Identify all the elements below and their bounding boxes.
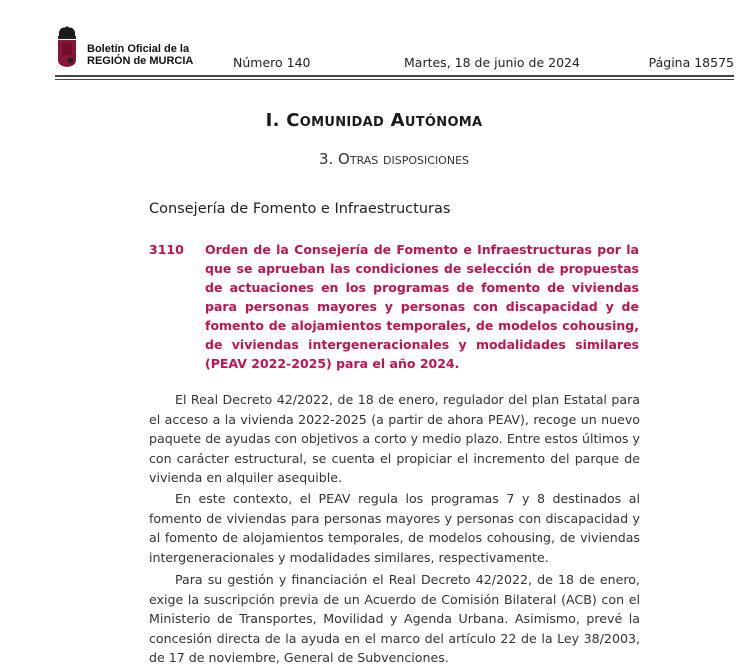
body-paragraph bbox=[149, 570, 640, 668]
order-code: 3110 bbox=[149, 242, 184, 257]
body-paragraph bbox=[149, 489, 640, 567]
section-subtitle: 3. Otras disposiciones bbox=[318, 150, 470, 168]
body-paragraph bbox=[149, 390, 640, 488]
header-rule-bottom bbox=[55, 79, 734, 80]
brand bbox=[87, 43, 193, 67]
section-title: I. Comunidad Autónoma bbox=[265, 110, 483, 131]
paragraph-text: En este contexto, el PEAV regula los programas 7 y 8 destinados al fomento de viviendas para personas mayores y personas con discapacidad y al fomento de alojamientos temporales, de modelos cohousing, de viviendas intergeneracionales y modalidades similares, respectivamente. bbox=[149, 491, 640, 565]
header-rule-top bbox=[55, 75, 734, 77]
department-name: Consejería de Fomento e Infraestructuras bbox=[149, 201, 451, 217]
brand-line1: Boletín Oficial de la bbox=[87, 43, 190, 55]
page-number: Página 18575 bbox=[648, 55, 734, 70]
order-title: Orden de la Consejería de Fomento e Infraestructuras por la que se aprueban las condiciones de selección de propuestas de actuaciones en los programas de fomento de viviendas para personas mayores y personas con discapacidad y de fomento de alojamientos temporales, de modelos cohousing, de viviendas intergeneracionales y modalidades similares (PEAV 2022-2025) para el año 2024. bbox=[205, 242, 639, 371]
order-heading bbox=[149, 240, 639, 373]
coat-of-arms-icon bbox=[56, 26, 78, 68]
paragraph-text: El Real Decreto 42/2022, de 18 de enero, regulador del plan Estatal para el acceso a la vivienda 2022-2025 (a partir de ahora PEAV), recoge un nuevo paquete de ayudas con objetivos a corto y medio plazo. Entre estos últimos y con carácter estructural, se cuenta el propiciar el incremento del parque de vivienda en alquiler asequible. bbox=[149, 392, 640, 485]
brand-line2: REGIÓN de MURCIA bbox=[87, 55, 194, 67]
issue-number: Número 140 bbox=[233, 55, 311, 70]
paragraph-text: Para su gestión y financiación el Real Decreto 42/2022, de 18 de enero, exige la suscripción previa de un Acuerdo de Comisión Bilateral (ACB) con el Ministerio de Transportes, Movilidad y Agenda Urbana. Asimismo, prevé la concesión directa de la ayuda en el marco del artículo 22 de la Ley 38/2003, de 17 de noviembre, General de Subvenciones. bbox=[149, 572, 640, 665]
issue-date: Martes, 18 de junio de 2024 bbox=[404, 55, 580, 70]
